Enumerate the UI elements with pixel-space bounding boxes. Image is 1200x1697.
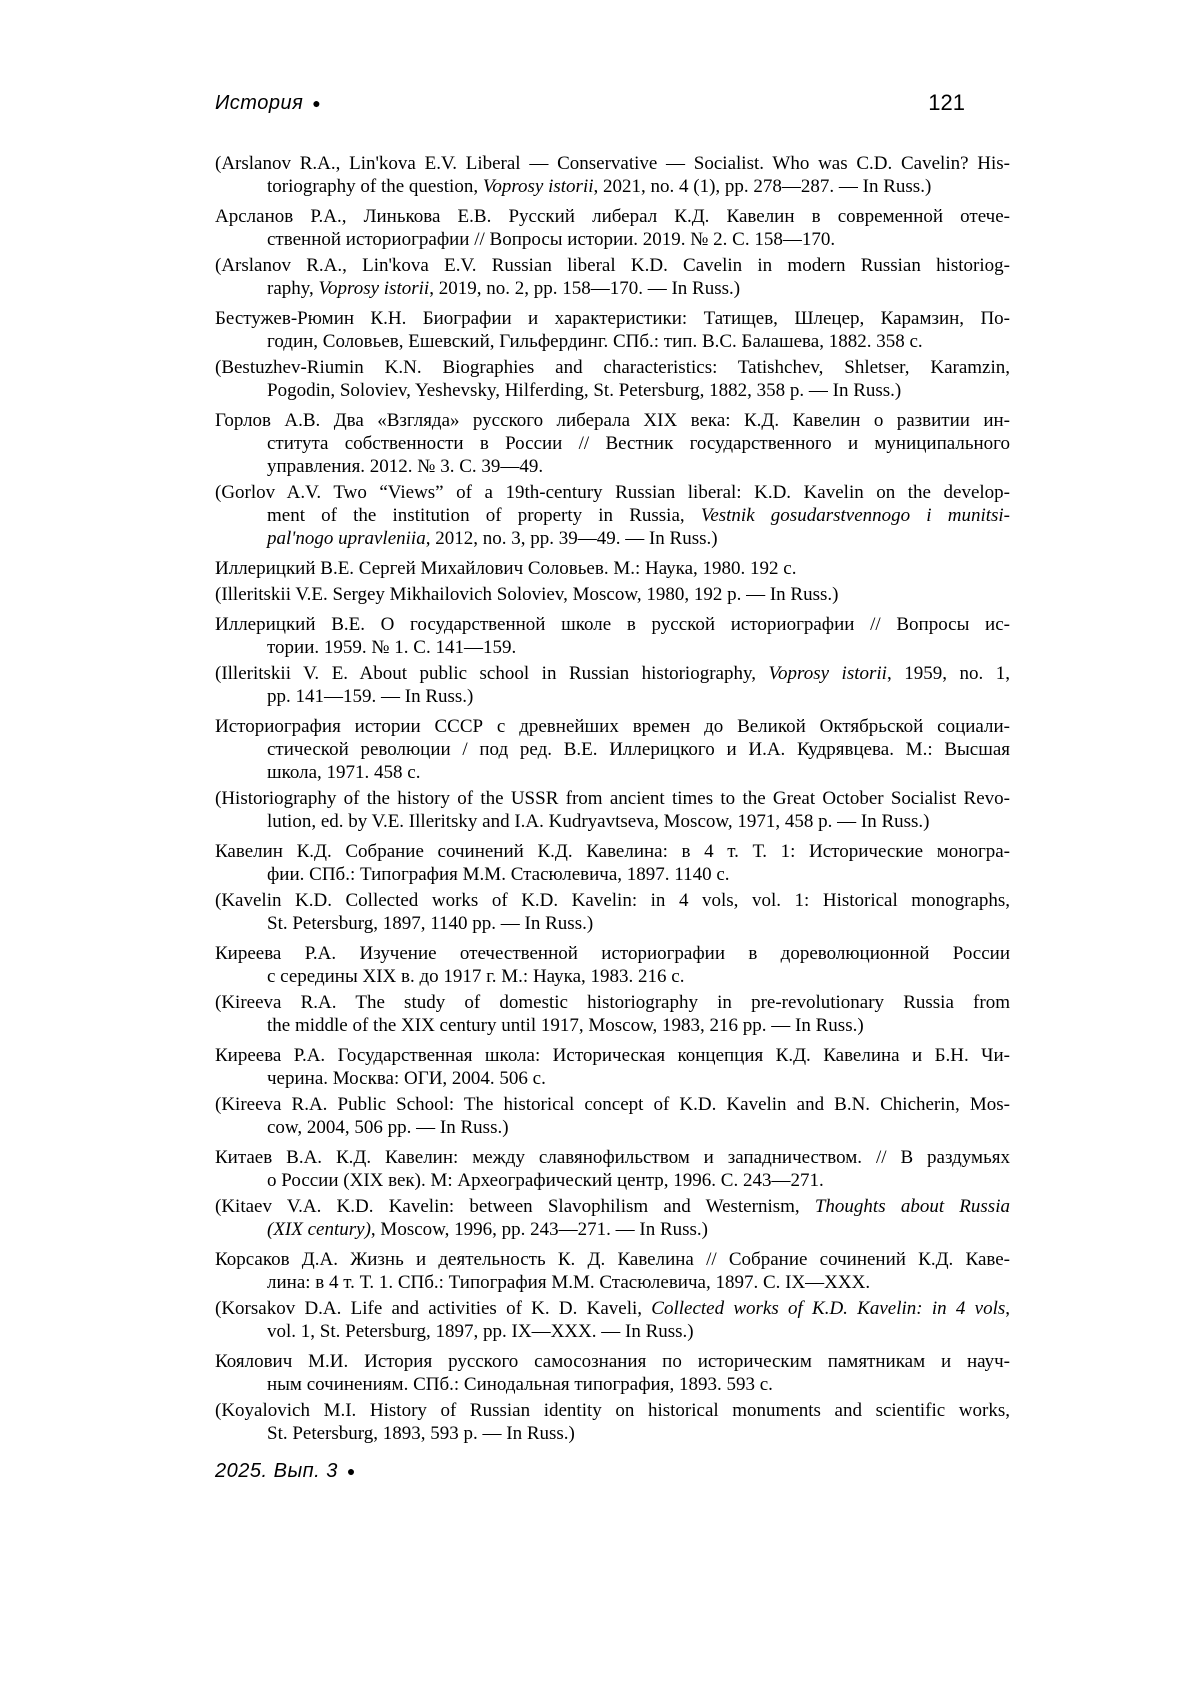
page-header [215,92,1010,122]
reference-line [215,761,1010,784]
reference-line [215,738,1010,761]
reference-text: (Koyalovich M.I. History of Russian identity on historical monuments and scientific works, [215,1400,1010,1421]
reference-text: ным сочинениям. СПб.: Синодальная типография, 1893. 593 с. [267,1374,773,1395]
reference-line [215,787,1010,810]
reference-text: , 1959, no. 1, [886,663,1011,684]
reference-entry [215,307,1010,353]
reference-entry [215,205,1010,251]
reference-entry [215,557,1010,580]
reference-group [215,1146,1010,1241]
reference-text: Бестужев-Рюмин К.Н. Биографии и характеристики: Татищев, Шлецер, Карамзин, По- [215,308,1010,329]
reference-entry [215,840,1010,886]
reference-italic-text: Collected works of K.D. Kavelin: in 4 vols [651,1298,1006,1319]
reference-line [215,1093,1010,1116]
reference-text: (Bestuzhev-Riumin K.N. Biographies and characteristics: Tatishchev, Shletser, Karamzin, [215,357,1010,378]
reference-line [215,228,1010,251]
reference-text: Pogodin, Soloviev, Yeshevsky, Hilferding, St. Petersburg, 1882, 358 p. — In Russ.) [267,380,902,401]
reference-text: черина. Москва: ОГИ, 2004. 506 с. [267,1068,546,1089]
reference-line [215,1116,1010,1139]
reference-line [215,1399,1010,1422]
reference-line [215,504,1010,527]
reference-group [215,613,1010,708]
reference-group [215,1350,1010,1445]
reference-text: Горлов А.В. Два «Взгляда» русского либерала XIX века: К.Д. Кавелин о развитии ин- [215,410,1010,431]
reference-text: (Kitaev V.A. K.D. Kavelin: between Slavophilism and Westernism, [215,1196,815,1217]
reference-entry [215,1297,1010,1343]
reference-line [215,1146,1010,1169]
reference-text: Кавелин К.Д. Собрание сочинений К.Д. Кавелина: в 4 т. Т. 1: Исторические моногра- [215,841,1010,862]
reference-text: тории. 1959. № 1. С. 141—159. [267,637,517,658]
reference-entry [215,254,1010,300]
reference-line [215,1422,1010,1445]
reference-line [215,1195,1010,1218]
reference-text: Коялович М.И. История русского самосознания по историческим памятникам и науч- [215,1351,1010,1372]
reference-entry [215,1195,1010,1241]
reference-line [215,1044,1010,1067]
reference-line [215,205,1010,228]
reference-line [215,527,1010,550]
reference-line [215,1248,1010,1271]
references-list [215,152,1010,1445]
reference-line [215,175,1010,198]
reference-text: vol. 1, St. Petersburg, 1897, pp. IX—XXX. — In Russ.) [267,1321,694,1342]
reference-group [215,152,1010,198]
reference-text: (Gorlov A.V. Two “Views” of a 19th-century Russian liberal: K.D. Kavelin on the develop- [215,482,1010,503]
reference-entry [215,409,1010,478]
reference-line [215,1297,1010,1320]
reference-line [215,583,1010,606]
reference-italic-text: Voprosy istorii [318,278,430,299]
reference-line [215,1169,1010,1192]
reference-text: Иллерицкий В.Е. Сергей Михайлович Соловьев. М.: Наука, 1980. 192 с. [215,558,797,579]
reference-text: ститута собственности в России // Вестник государственного и муниципального [267,433,1010,454]
reference-group [215,409,1010,550]
reference-text: the middle of the XIX century until 1917, Moscow, 1983, 216 pp. — In Russ.) [267,1015,864,1036]
reference-text: ment of the institution of property in Russia, [267,505,701,526]
reference-line [215,1014,1010,1037]
reference-line [215,991,1010,1014]
reference-line [215,277,1010,300]
reference-italic-text: Vestnik gosudarstvennogo i munitsi- [700,505,1011,526]
reference-entry [215,942,1010,988]
reference-group [215,1248,1010,1343]
reference-line [215,942,1010,965]
reference-entry [215,991,1010,1037]
reference-text: (Arslanov R.A., Lin'kova E.V. Russian liberal K.D. Cavelin in modern Russian historiog- [215,255,1010,276]
reference-line [215,1320,1010,1343]
reference-line [215,613,1010,636]
reference-line [215,685,1010,708]
reference-entry [215,715,1010,784]
reference-line [215,1350,1010,1373]
reference-text: (Illeritskii V.E. Sergey Mikhailovich Soloviev, Moscow, 1980, 192 p. — In Russ.) [215,584,839,605]
reference-line [215,379,1010,402]
reference-text: о России (XIX век). М: Археографический центр, 1996. С. 243—271. [267,1170,824,1191]
reference-text: , Moscow, 1996, pp. 243—271. — In Russ.) [370,1219,708,1240]
reference-text: стической революции / под ред. В.Е. Иллерицкого и И.А. Кудрявцева. М.: Высшая [267,739,1010,760]
section-title: История [215,92,304,114]
reference-italic-text: Voprosy istorii [768,663,887,684]
reference-text: (Historiography of the history of the USSR from ancient times to the Great October Socialist Revo- [215,788,1010,809]
reference-text: Китаев В.А. К.Д. Кавелин: между славянофильством и западничеством. // В раздумьях [215,1147,1010,1168]
page-number: 121 [928,90,965,115]
reference-line [215,1067,1010,1090]
reference-line [215,307,1010,330]
reference-text: управления. 2012. № 3. С. 39—49. [267,456,544,477]
reference-line [215,330,1010,353]
reference-group [215,1044,1010,1139]
page-footer [215,1460,356,1483]
reference-line [215,810,1010,833]
reference-text: лина: в 4 т. Т. 1. СПб.: Типография М.М. Стасюлевича, 1897. С. IX—XXX. [267,1272,871,1293]
reference-group [215,942,1010,1037]
reference-text: pp. 141—159. — In Russ.) [267,686,474,707]
reference-entry [215,1399,1010,1445]
reference-line [215,636,1010,659]
bullet-icon: ● [346,1463,356,1479]
reference-italic-text: Voprosy istorii [482,176,594,197]
reference-italic-text: pal'nogo upravleniia [267,528,426,549]
reference-line [215,965,1010,988]
reference-entry [215,1248,1010,1294]
reference-line [215,912,1010,935]
reference-group [215,557,1010,606]
reference-text: с середины XIX в. до 1917 г. М.: Наука, 1983. 216 с. [267,966,685,987]
reference-text: , [1005,1298,1010,1319]
reference-text: годин, Соловьев, Ешевский, Гильфердинг. СПб.: тип. В.С. Балашева, 1882. 358 с. [267,331,923,352]
reference-text: (Kavelin K.D. Collected works of K.D. Kavelin: in 4 vols, vol. 1: Historical monographs, [215,890,1010,911]
reference-line [215,1271,1010,1294]
running-title [215,92,321,115]
reference-line [215,409,1010,432]
reference-text: St. Petersburg, 1893, 593 p. — In Russ.) [267,1423,575,1444]
reference-entry [215,889,1010,935]
reference-line [215,840,1010,863]
reference-group [215,840,1010,935]
reference-text: cow, 2004, 506 pp. — In Russ.) [267,1117,509,1138]
reference-line [215,481,1010,504]
reference-line [215,1218,1010,1241]
issue-info: 2025. Вып. 3 [215,1460,338,1482]
reference-group [215,715,1010,833]
reference-italic-text: (XIX century) [267,1219,371,1240]
reference-text: lution, ed. by V.E. Illeritsky and I.A. Kudryavtseva, Moscow, 1971, 458 p. — In Russ.) [267,811,930,832]
reference-text: Историография истории СССР с древнейших времен до Великой Октябрьской социали- [215,716,1010,737]
reference-text: (Korsakov D.A. Life and activities of K. D. Kaveli, [215,1298,652,1319]
reference-text: , 2012, no. 3, pp. 39—49. — In Russ.) [425,528,718,549]
reference-entry [215,152,1010,198]
reference-line [215,432,1010,455]
reference-text: (Illeritskii V. E. About public school in Russian historiography, [215,663,769,684]
reference-text: Арсланов Р.А., Линькова Е.В. Русский либерал К.Д. Кавелин в современной отече- [215,206,1010,227]
reference-text: (Kireeva R.A. Public School: The historical concept of K.D. Kavelin and B.N. Chicherin, Mos- [215,1094,1010,1115]
reference-text: toriography of the question, [267,176,483,197]
reference-entry [215,1044,1010,1090]
bullet-icon: ● [312,95,322,111]
reference-line [215,889,1010,912]
reference-entry [215,1350,1010,1396]
reference-text: raphy, [267,278,319,299]
reference-text: ственной историографии // Вопросы истории. 2019. № 2. С. 158—170. [267,229,836,250]
reference-entry [215,662,1010,708]
reference-line [215,254,1010,277]
reference-text: Киреева Р.А. Государственная школа: Историческая концепция К.Д. Кавелина и Б.Н. Чи- [215,1045,1010,1066]
reference-entry [215,787,1010,833]
reference-text: фии. СПб.: Типография М.М. Стасюлевича, 1897. 1140 с. [267,864,730,885]
reference-entry [215,1093,1010,1139]
reference-line [215,715,1010,738]
reference-line [215,152,1010,175]
reference-text: , 2021, no. 4 (1), pp. 278—287. — In Russ.) [593,176,932,197]
reference-line [215,1373,1010,1396]
reference-line [215,662,1010,685]
reference-line [215,557,1010,580]
reference-text: Киреева Р.А. Изучение отечественной историографии в дореволюционной России [215,943,1010,964]
reference-text: школа, 1971. 458 с. [267,762,421,783]
reference-group [215,205,1010,300]
reference-entry [215,356,1010,402]
reference-text: (Kireeva R.A. The study of domestic historiography in pre-revolutionary Russia from [215,992,1010,1013]
reference-italic-text: Thoughts about Russia [814,1196,1010,1217]
reference-text: , 2019, no. 2, pp. 158—170. — In Russ.) [429,278,741,299]
reference-text: Иллерицкий В.Е. О государственной школе в русской историографии // Вопросы ис- [215,614,1010,635]
reference-entry [215,583,1010,606]
reference-entry [215,481,1010,550]
reference-line [215,455,1010,478]
reference-text: St. Petersburg, 1897, 1140 pp. — In Russ.) [267,913,594,934]
reference-entry [215,613,1010,659]
reference-line [215,356,1010,379]
reference-text: Корсаков Д.А. Жизнь и деятельность К. Д. Кавелина // Собрание сочинений К.Д. Каве- [215,1249,1010,1270]
reference-text: (Arslanov R.A., Lin'kova E.V. Liberal — Conservative — Socialist. Who was C.D. Cavelin? His- [215,153,1010,174]
reference-entry [215,1146,1010,1192]
reference-group [215,307,1010,402]
reference-line [215,863,1010,886]
